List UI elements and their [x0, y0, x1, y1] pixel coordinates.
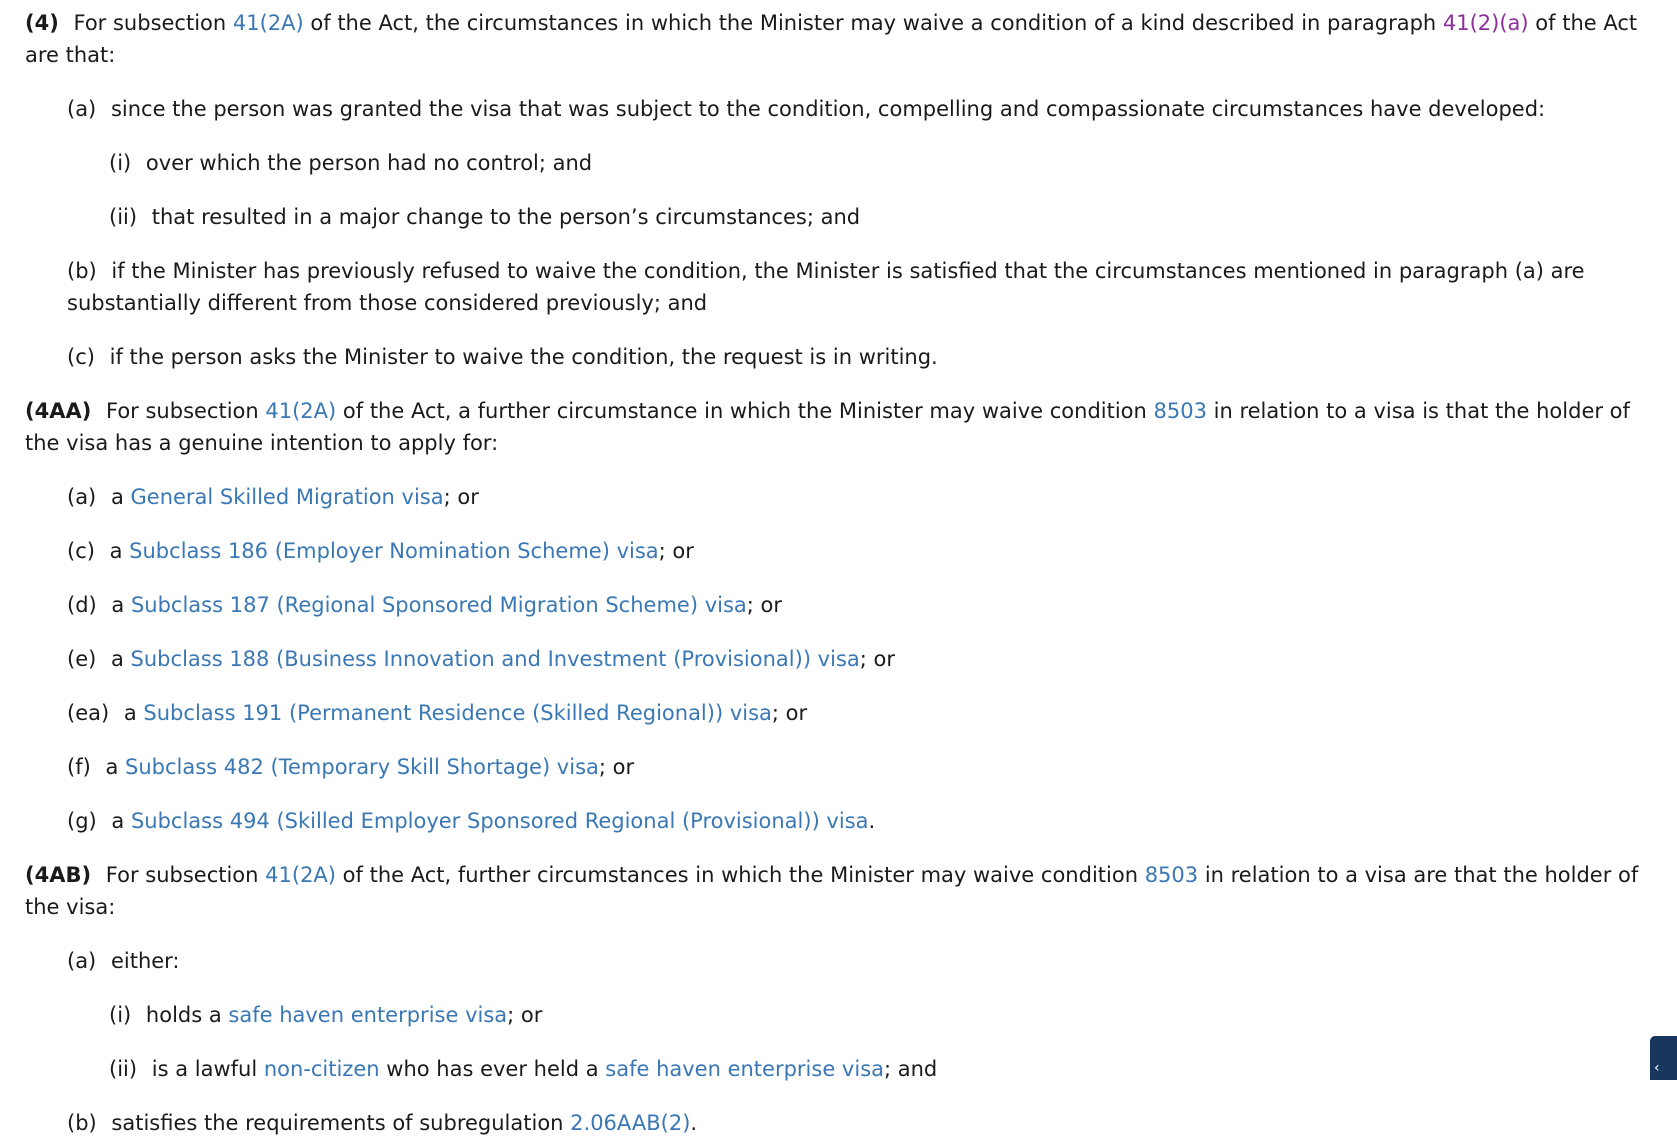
subparagraph-4-a-i: (i) over which the person had no control; and: [109, 151, 593, 175]
paragraph-4AA-g: (g) a Subclass 494 (Skilled Employer Sponsored Regional (Provisional)) visa.: [67, 809, 876, 833]
link-visa[interactable]: Subclass 188 (Business Innovation and Investment (Provisional)) visa: [130, 647, 860, 671]
paragraph-4AA-d: (d) a Subclass 187 (Regional Sponsored Migration Scheme) visa; or: [67, 593, 782, 617]
link-safe-haven-enterprise-visa[interactable]: safe haven enterprise visa: [605, 1057, 884, 1081]
paragraph-4-a: (a) since the person was granted the visa that was subject to the condition, compelling and compassionate circumstances have developed:: [67, 97, 1546, 121]
link-non-citizen[interactable]: non-citizen: [263, 1057, 380, 1081]
paragraph-4AB-a: (a) either:: [67, 949, 180, 973]
paragraph-4AA-f: (f) a Subclass 482 (Temporary Skill Shortage) visa; or: [67, 755, 635, 779]
link-safe-haven-enterprise-visa[interactable]: safe haven enterprise visa: [228, 1003, 508, 1027]
paragraph-4AA-a: (a) a General Skilled Migration visa; or: [67, 485, 479, 509]
link-41-2-a[interactable]: 41(2)(a): [1442, 11, 1529, 35]
chevron-icon: ‹: [1654, 1060, 1660, 1076]
floating-widget-button[interactable]: [1650, 1036, 1677, 1080]
subsection-number: (4AB): [25, 863, 92, 887]
subsection-4: (4) For subsection 41(2A) of the Act, the circumstances in which the Minister may waive a condition of a kind described in paragraph 41(2)(a) of the Act are that:: [25, 11, 1638, 67]
link-condition-8503[interactable]: 8503: [1144, 863, 1199, 887]
link-visa[interactable]: Subclass 187 (Regional Sponsored Migration Scheme) visa: [130, 593, 747, 617]
link-condition-8503[interactable]: 8503: [1153, 399, 1207, 423]
link-visa[interactable]: Subclass 482 (Temporary Skill Shortage) visa: [125, 755, 599, 779]
link-visa[interactable]: Subclass 494 (Skilled Employer Sponsored Regional (Provisional)) visa: [130, 809, 869, 833]
subsection-number: (4): [25, 11, 59, 35]
subparagraph-4AB-a-i: (i) holds a safe haven enterprise visa; or: [109, 1003, 543, 1027]
subsection-4AB: (4AB) For subsection 41(2A) of the Act, further circumstances in which the Minister may waive condition 8503 in relation to a visa are that the holder of the visa:: [25, 863, 1639, 919]
subparagraph-4-a-ii: (ii) that resulted in a major change to the person’s circumstances; and: [109, 205, 861, 229]
link-subregulation-2-06AAB-2[interactable]: 2.06AAB(2): [570, 1111, 691, 1135]
link-41-2A[interactable]: 41(2A): [232, 11, 304, 35]
link-visa[interactable]: Subclass 186 (Employer Nomination Scheme) visa: [129, 539, 659, 563]
link-visa[interactable]: General Skilled Migration visa: [130, 485, 444, 509]
paragraph-4-b: (b) if the Minister has previously refused to waive the condition, the Minister is satisfied that the circumstances mentioned in paragraph (a) are substantially different from those considered previously; and: [67, 259, 1585, 315]
paragraph-4AB-b: (b) satisfies the requirements of subregulation 2.06AAB(2).: [67, 1111, 698, 1135]
subparagraph-4AB-a-ii: (ii) is a lawful non-citizen who has ever held a safe haven enterprise visa; and: [109, 1057, 938, 1081]
paragraph-4AA-ea: (ea) a Subclass 191 (Permanent Residence (Skilled Regional)) visa; or: [67, 701, 808, 725]
link-visa[interactable]: Subclass 191 (Permanent Residence (Skilled Regional)) visa: [143, 701, 772, 725]
subsection-4AA: (4AA) For subsection 41(2A) of the Act, a further circumstance in which the Minister may waive condition 8503 in relation to a visa is that the holder of the visa has a genuine intention to apply for:: [25, 399, 1630, 455]
link-41-2A[interactable]: 41(2A): [265, 399, 337, 423]
link-41-2A[interactable]: 41(2A): [265, 863, 336, 887]
paragraph-4AA-e: (e) a Subclass 188 (Business Innovation and Investment (Provisional)) visa; or: [67, 647, 895, 671]
paragraph-4AA-c: (c) a Subclass 186 (Employer Nomination Scheme) visa; or: [67, 539, 694, 563]
paragraph-4-c: (c) if the person asks the Minister to waive the condition, the request is in writing.: [67, 345, 938, 369]
subsection-number: (4AA): [25, 399, 92, 423]
